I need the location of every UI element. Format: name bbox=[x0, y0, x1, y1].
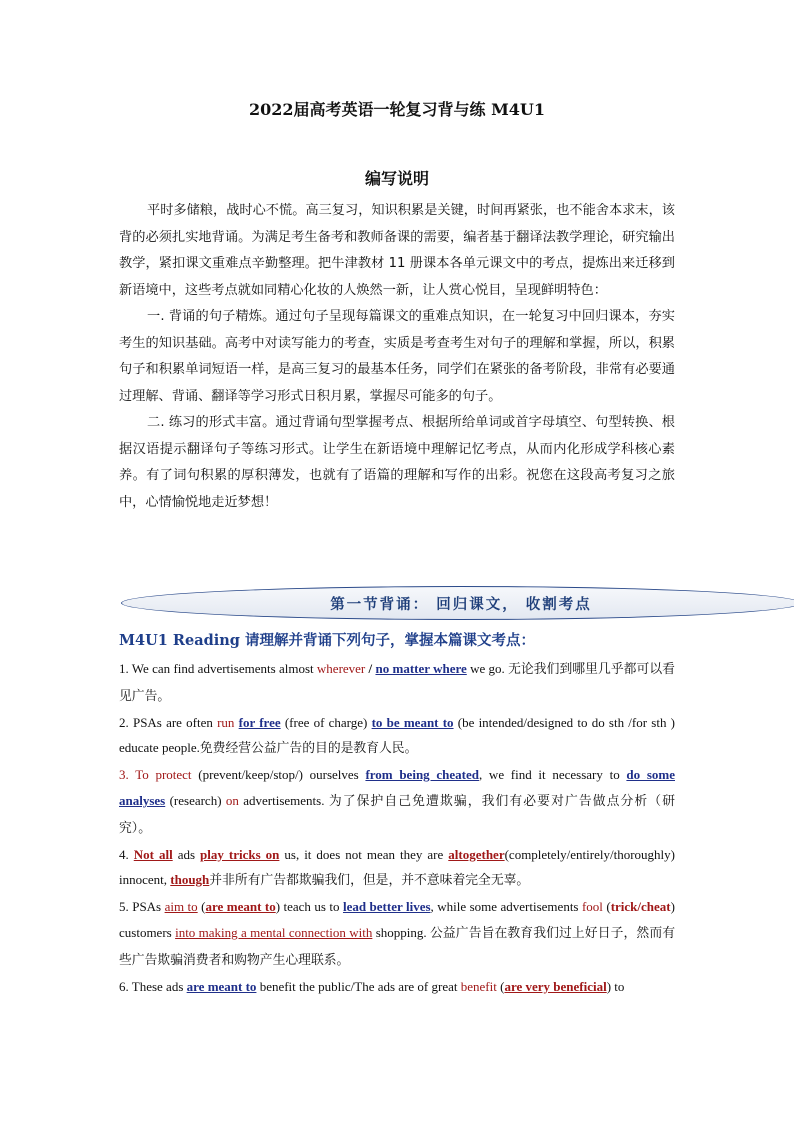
reading-heading: M4U1 Reading 请理解并背诵下列句子，掌握本篇课文考点： bbox=[119, 632, 535, 649]
sentence-list bbox=[119, 656, 675, 999]
section-subtitle: 编写说明 bbox=[364, 169, 429, 188]
page-title: 2022届高考英语一轮复习背与练 M4U1 bbox=[248, 100, 546, 119]
sentence-2: 2. PSAs are often run for free (free of charge) to be meant to (be intended/designed to do sth /for sth ) educate people.免费经营公益广告的目的是教育人民。 bbox=[119, 714, 675, 757]
sentence-4: 4. Not all ads play tricks on us, it does not mean they are altogether(completely/entirely/thoroughly) innocent, though并非所有广告都欺骗我们，但是，并不意味着完全无辜。 bbox=[119, 846, 675, 889]
intro-paragraph-3: 二. 练习的形式丰富。通过背诵句型掌握考点、根据所给单词或首字母填空、句型转换、根据汉语提示翻译句子等练习形式。让学生在新语境中理解记忆考点，从而内化形成学科核心素养。有了词句积累的厚积薄发，也就有了语篇的理解和写作的出彩。祝您在这段高考复习之旅中，心情愉悦地走近梦想！ bbox=[119, 415, 675, 510]
sentence-6: 6. These ads are meant to benefit the public/The ads are of great benefit (are very beneficial) to bbox=[119, 978, 625, 994]
sentence-3: 3. To protect (prevent/keep/stop/) ourselves from being cheated, we find it necessary to do some analyses (research) on advertisements. 为了保护自己免遭欺骗，我们有必要对广告做点分析（研究）。 bbox=[119, 767, 675, 836]
sentence-1: 1. We can find advertisements almost wherever / no matter where we go. 无论我们到哪里几乎都可以看见广告。 bbox=[119, 661, 675, 704]
intro-paragraph-1: 平时多储粮，战时心不慌。高三复习，知识积累是关键，时间再紧张，也不能舍本求末，该背的必须扎实地背诵。为满足考生备考和教师备课的需要，编者基于翻译法教学理论，研究输出教学，紧扣课文重难点辛勤整理。把牛津教材 11 册课本各单元课文中的考点，提炼出来迁移到新语境中，这些考点就如同精心化妆的人焕然一新，让人赏心悦目，呈现鲜明特色： bbox=[119, 203, 675, 298]
banner-label: 第一节背诵： 回归课文， 收割考点 bbox=[330, 595, 592, 613]
sentence-5: 5. PSAs aim to (are meant to) teach us to lead better lives, while some advertisements fool (trick/cheat) customers into making a mental connection with shopping. 公益广告旨在教育我们过上好日子，然而有些广告欺骗消费者和购物产生心理联系。 bbox=[119, 899, 676, 968]
intro-text bbox=[119, 198, 675, 516]
section-banner bbox=[121, 586, 794, 620]
intro-paragraph-2: 一. 背诵的句子精炼。通过句子呈现每篇课文的重难点知识，在一轮复习中回归课本，夯实考生的知识基础。高考中对读写能力的考查，实质是考查考生对句子的理解和掌握，所以，积累句子和积累单词短语一样，是高三复习的最基本任务，同学们在紧张的备考阶段，非常有必要通过理解、背诵、翻译等学习形式日积月累，掌握尽可能多的句子。 bbox=[119, 309, 675, 404]
